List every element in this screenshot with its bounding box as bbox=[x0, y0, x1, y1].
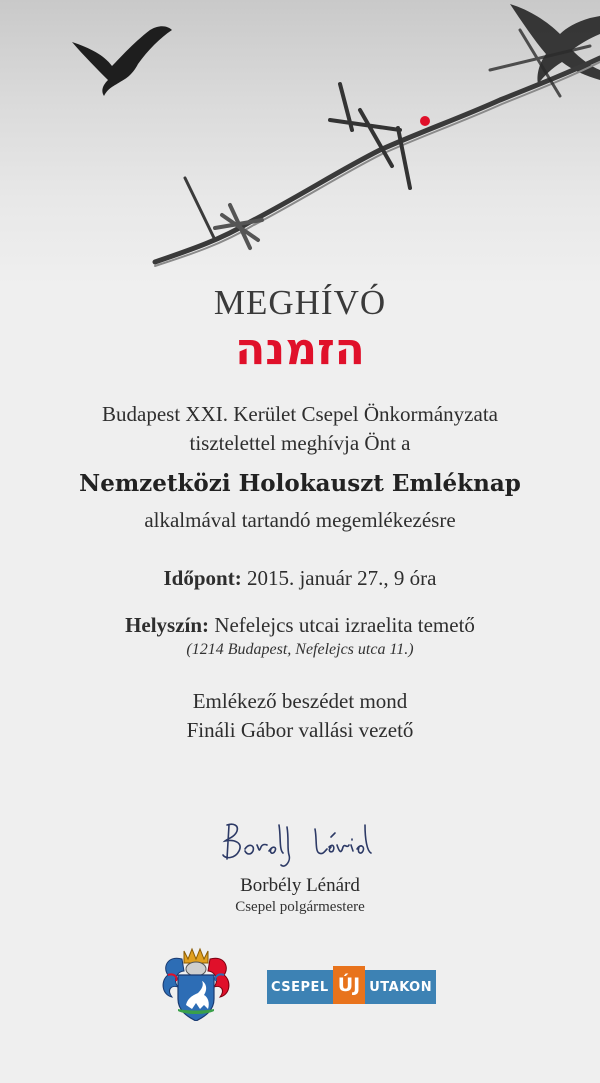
speaker-line: Fináli Gábor vallási vezető bbox=[186, 718, 414, 742]
invite-line: tisztelettel meghívja Önt a bbox=[189, 431, 411, 455]
handwritten-signature bbox=[215, 815, 385, 873]
signer-name: Borbély Lénárd bbox=[240, 875, 360, 896]
time-value: 2015. január 27., 9 óra bbox=[241, 566, 437, 590]
logo-part-utakon: UTAKON bbox=[365, 970, 436, 1004]
speech-line: Emlékező beszédet mond bbox=[192, 689, 408, 713]
bird-icon bbox=[510, 4, 600, 84]
bird-icon bbox=[72, 26, 172, 96]
coat-of-arms-icon bbox=[158, 945, 234, 1021]
place-row bbox=[0, 611, 600, 640]
hero-image bbox=[0, 0, 600, 285]
signature-block bbox=[0, 815, 600, 917]
logo-part-csepel: CSEPEL bbox=[267, 970, 333, 1004]
page-title: MEGHÍVÓ bbox=[213, 283, 387, 322]
time-row bbox=[0, 564, 600, 593]
csepel-uj-utakon-logo bbox=[267, 970, 436, 1004]
signer-role: Csepel polgármestere bbox=[235, 899, 365, 915]
barbed-wire-icon bbox=[155, 30, 600, 266]
place-label: Helyszín: bbox=[125, 613, 210, 637]
logo-part-uj: ÚJ bbox=[333, 966, 366, 1004]
time-label: Időpont: bbox=[163, 566, 242, 590]
hebrew-title: הזמנה bbox=[235, 324, 365, 375]
place-value: Nefelejcs utcai izraelita temető bbox=[209, 613, 475, 637]
event-name: Nemzetközi Holokauszt Emléknap bbox=[79, 470, 521, 497]
address: (1214 Budapest, Nefelejcs utca 11.) bbox=[186, 641, 414, 658]
occasion-line: alkalmával tartandó megemlékezésre bbox=[144, 508, 456, 532]
invitation-body bbox=[0, 400, 600, 745]
barbed-wire-scene bbox=[0, 0, 600, 285]
host-line: Budapest XXI. Kerület Csepel Önkormányzata bbox=[102, 402, 498, 426]
title-block bbox=[0, 283, 600, 375]
